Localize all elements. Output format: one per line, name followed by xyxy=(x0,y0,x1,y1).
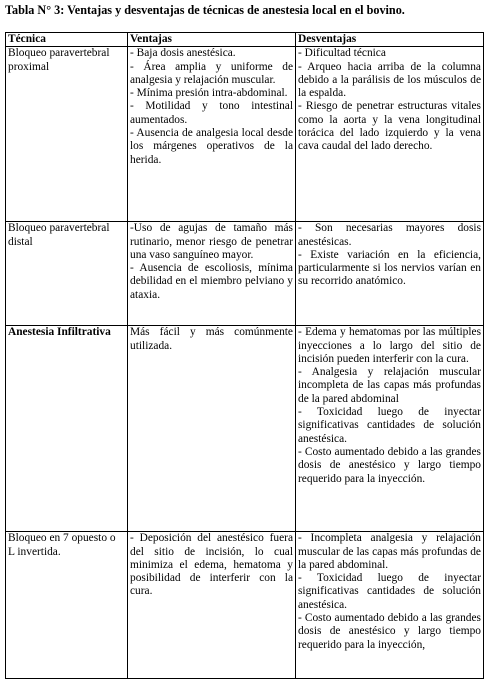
desventaja-item: - Toxicidad luego de inyectar significativas cantidades de solución anestésica. xyxy=(298,406,481,445)
cell-ventajas xyxy=(128,47,296,222)
cell-ventajas xyxy=(128,222,296,326)
desventaja-item: - Incompleta analgesia y relajación muscular de las capas más profundas de la pared abdominal. xyxy=(298,532,481,571)
table-row xyxy=(6,47,484,222)
ventaja-item: -Uso de agujas de tamaño más rutinario, menor riesgo de penetrar una vaso sanguíneo mayor. xyxy=(130,222,293,261)
table-row xyxy=(6,326,484,532)
header-tecnica: Técnica xyxy=(6,33,128,47)
cell-tecnica: Bloqueo paravertebral distal xyxy=(6,222,128,326)
ventaja-item: - Deposición del anestésico fuera del sitio de incisión, lo cual minimiza el edema, hematoma y posibilidad de interferir con la cura. xyxy=(130,532,293,598)
desventaja-item: - Dificultad técnica xyxy=(298,47,386,60)
desventaja-item: - Riesgo de penetrar estructuras vitales como la aorta y la vena longitudinal torácica del lado izquierdo y la vena cava caudal del lado derecho. xyxy=(298,100,481,153)
desventaja-item: - Arqueo hacia arriba de la columna debido a la parálisis de los músculos de la espalda. xyxy=(298,60,481,100)
desventaja-item: - Son necesarias mayores dosis anestésicas. xyxy=(298,222,481,248)
desventaja-item: - Edema y hematomas por las múltiples inyecciones a lo largo del sitio de incisión pueden interferir con la cura. xyxy=(298,326,481,365)
cell-desventajas xyxy=(296,222,484,326)
table-row xyxy=(6,222,484,326)
cell-ventajas xyxy=(128,326,296,532)
ventaja-item: - Mínima presión intra-abdominal. xyxy=(130,87,288,100)
table-row xyxy=(6,532,484,679)
ventaja-item: - Área amplia y uniforme de analgesia y relajación muscular. xyxy=(130,60,293,86)
cell-desventajas xyxy=(296,326,484,532)
ventaja-item: - Ausencia de analgesia local desde los márgenes operativos de la herida. xyxy=(130,127,293,166)
cell-tecnica: Anestesia Infiltrativa xyxy=(6,326,128,532)
cell-desventajas xyxy=(296,532,484,679)
desventaja-item: - Existe variación en la eficiencia, particularmente si los nervios varían en su recorrido anatómico. xyxy=(298,248,481,288)
desventaja-item: - Costo aumentado debido a las grandes dosis de anestésico y largo tiempo requerido para la inyección, xyxy=(298,612,481,651)
cell-tecnica: Bloqueo paravertebral proximal xyxy=(6,47,128,222)
ventaja-item: - Motilidad y tono intestinal aumentados. xyxy=(130,100,293,126)
header-row xyxy=(6,33,484,47)
desventaja-item: - Analgesia y relajación muscular incompleta de las capas más profundas de la pared abdominal xyxy=(298,366,481,405)
cell-tecnica: Bloqueo en 7 opuesto o L invertida. xyxy=(6,532,128,679)
header-desventajas: Desventajas xyxy=(296,33,484,47)
desventaja-item: - Toxicidad luego de inyectar significativas cantidades de solución anestésica. xyxy=(298,572,481,611)
comparison-table xyxy=(5,32,484,679)
ventaja-item: - Baja dosis anestésica. xyxy=(130,47,236,60)
ventaja-item: Más fácil y más comúnmente utilizada. xyxy=(130,326,293,352)
desventaja-item: - Costo aumentado debido a las grandes dosis de anestésico y largo tiempo requerido para la inyección. xyxy=(298,445,481,485)
cell-ventajas xyxy=(128,532,296,679)
header-ventajas: Ventajas xyxy=(128,33,296,47)
cell-desventajas xyxy=(296,47,484,222)
ventaja-item: - Ausencia de escoliosis, mínima debilidad en el miembro pelviano y ataxia. xyxy=(130,262,293,301)
table-caption: Tabla N° 3: Ventajas y desventajas de técnicas de anestesia local en el bovino. xyxy=(5,3,405,17)
